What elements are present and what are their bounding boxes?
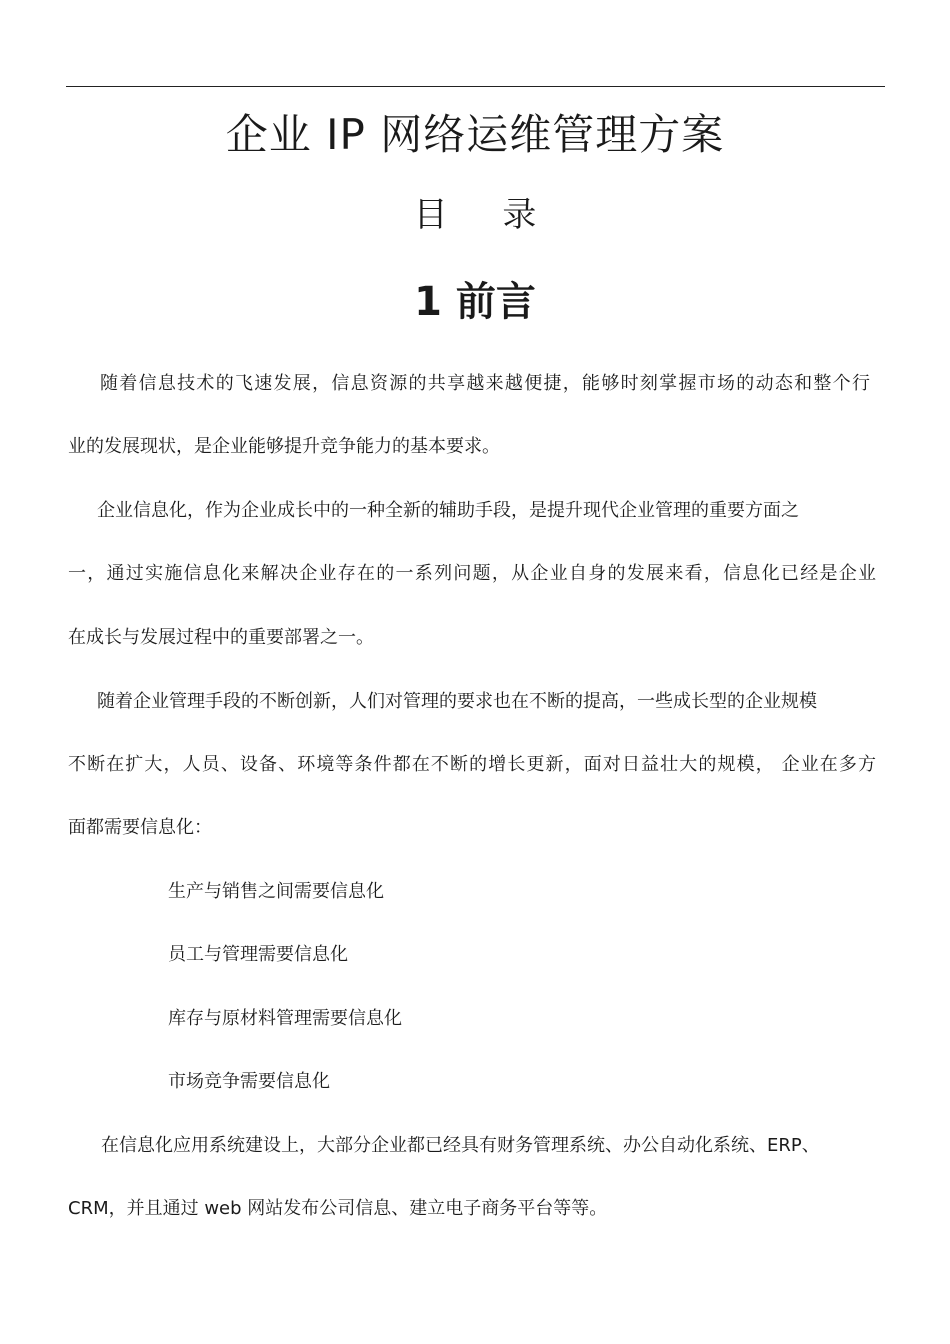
list-item: 生产与销售之间需要信息化 xyxy=(168,881,384,902)
paragraph-1-line-1: 随着信息技术的飞速发展，信息资源的共享越来越便捷，能够时刻掌握市场的动态和整个行 xyxy=(100,373,870,394)
paragraph-3-line-3: 面都需要信息化： xyxy=(68,817,212,838)
header-rule xyxy=(66,86,885,87)
paragraph-2-line-3: 在成长与发展过程中的重要部署之一。 xyxy=(68,627,374,648)
paragraph-2-line-2: 一，通过实施信息化来解决企业存在的一系列问题，从企业自身的发展来看，信息化已经是企业 xyxy=(68,563,876,584)
list-item: 员工与管理需要信息化 xyxy=(168,944,348,965)
section-heading-preface: 1 前言 xyxy=(414,279,536,325)
list-item: 库存与原材料管理需要信息化 xyxy=(168,1008,402,1029)
closing-paragraph-line-1: 在信息化应用系统建设上，大部分企业都已经具有财务管理系统、办公自动化系统、ERP、 xyxy=(101,1135,820,1156)
paragraph-3-line-1: 随着企业管理手段的不断创新，人们对管理的要求也在不断的提高，一些成长型的企业规模 xyxy=(97,691,817,712)
closing-paragraph-line-2: CRM，并且通过 web 网站发布公司信息、建立电子商务平台等等。 xyxy=(68,1198,608,1219)
paragraph-1-line-2: 业的发展现状，是企业能够提升竞争能力的基本要求。 xyxy=(68,436,500,457)
list-item: 市场竞争需要信息化 xyxy=(168,1071,330,1092)
document-title: 企业 IP 网络运维管理方案 xyxy=(225,110,725,159)
paragraph-3-line-2: 不断在扩大，人员、设备、环境等条件都在不断的增长更新，面对日益壮大的规模， 企业在多方 xyxy=(68,754,876,775)
toc-heading: 目 录 xyxy=(413,195,559,235)
paragraph-2-line-1: 企业信息化，作为企业成长中的一种全新的辅助手段，是提升现代企业管理的重要方面之 xyxy=(97,500,799,521)
